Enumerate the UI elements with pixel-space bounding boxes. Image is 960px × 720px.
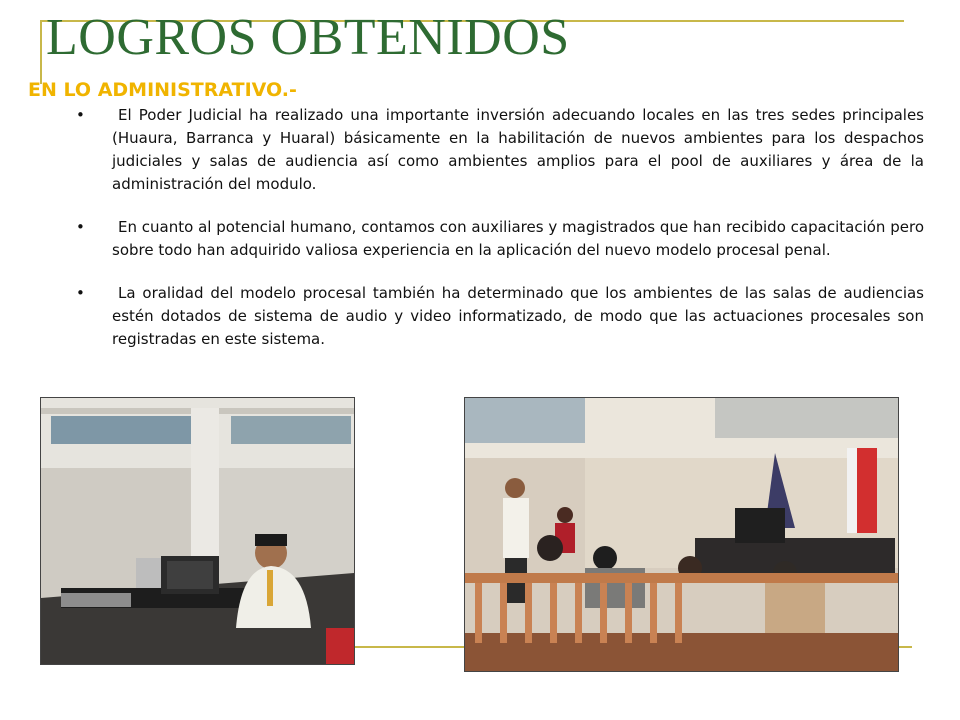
bullet-marker: • [76,284,85,302]
bullet-text: En cuanto al potencial humano, contamos con auxiliares y magistrados que han recibido capacitación pero sobre todo han adquirido valiosa experiencia en la aplicación del nuevo modelo procesal penal. [112,218,924,259]
bullet-item [72,216,924,262]
office-photo [40,397,355,665]
bullet-text: La oralidad del modelo procesal también ha determinado que los ambientes de las salas de audiencias estén dotados de sistema de audio y video informatizado, de modo que las actuaciones procesales son registradas en este sistema. [112,284,924,348]
bullet-marker: • [76,106,85,124]
courtroom-photo [464,397,899,672]
bullet-text: El Poder Judicial ha realizado una importante inversión adecuando locales en las tres sedes principales (Huaura, Barranca y Huaral) básicamente en la habilitación de nuevos ambientes para los despachos judiciales y salas de audiencia así como ambientes amplios para el pool de auxiliares y área de la administración del modulo. [112,106,924,193]
bullet-item [72,104,924,196]
bullet-item [72,282,924,351]
slide-title: LOGROS OBTENIDOS [46,9,570,66]
bullet-marker: • [76,218,85,236]
left-rule [40,20,42,84]
section-subtitle: EN LO ADMINISTRATIVO.- [28,79,297,101]
bullet-list [72,104,924,371]
